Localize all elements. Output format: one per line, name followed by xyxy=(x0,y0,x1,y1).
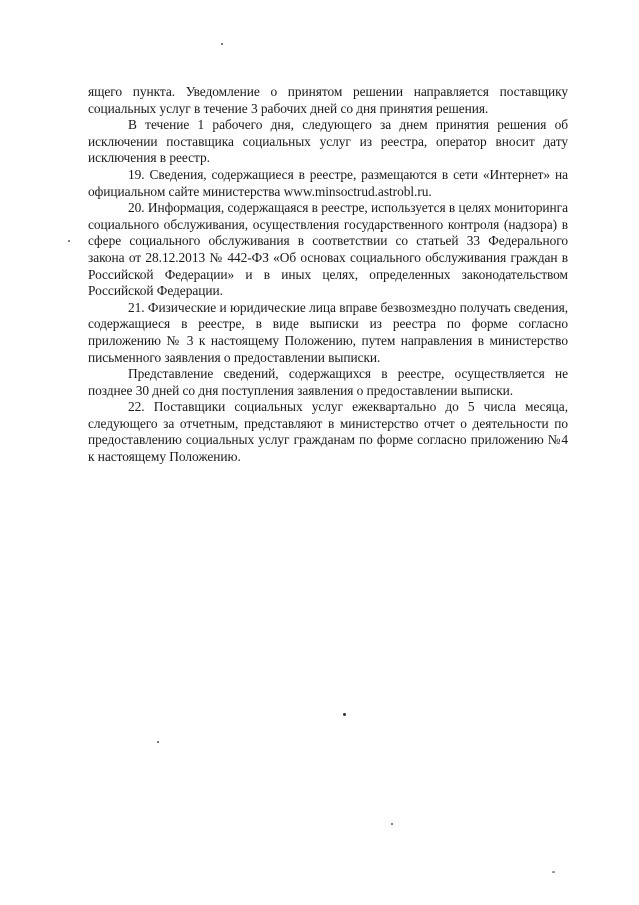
scan-speck xyxy=(343,713,346,716)
scan-speck xyxy=(68,240,70,242)
scan-speck xyxy=(552,871,555,873)
paragraph-20-information-use: 20. Информация, содержащаяся в реестре, используется в целях мониторинга социального обслуживания, осуществления государственного контроля (надзора) в сфере социального обслуживания в соответствии со статьей 33 Федерального закона от 28.12.2013 № 442-ФЗ «Об основах социального обслуживания граждан в Российской Федерации» и в иных целях, определенных законодательством Российской Федерации. xyxy=(88,200,568,299)
scan-speck xyxy=(157,741,159,743)
paragraph-21-extract: 21. Физические и юридические лица вправе безвозмездно получать сведения, содержащиеся в реестре, в виде выписки из реестра по форме согласно приложению № 3 к настоящему Положению, путем направления в министерство письменного заявления о предоставлении выписки. xyxy=(88,299,568,365)
paragraph-21-term: Представление сведений, содержащихся в реестре, осуществляется не позднее 30 дней со дня поступления заявления о предоставлении выписки. xyxy=(88,366,568,398)
paragraph-exclusion-date: В течение 1 рабочего дня, следующего за днем принятия решения об исключении поставщика социальных услуг из реестра, оператор вносит дату исключения в реестр. xyxy=(88,117,568,166)
document-page xyxy=(88,84,568,466)
paragraph-19-internet: 19. Сведения, содержащиеся в реестре, размещаются в сети «Интернет» на официальном сайте министерства www.minsoctrud.astrobl.ru. xyxy=(88,166,568,199)
paragraph-22-reports: 22. Поставщики социальных услуг ежеквартально до 5 числа месяца, следующего за отчетным, представляют в министерство отчет о деятельности по предоставлению социальных услуг гражданам по форме согласно приложению №4 к настоящему Положению. xyxy=(88,399,568,465)
scan-speck xyxy=(221,43,223,45)
paragraph-continuation: ящего пункта. Уведомление о принятом решении направляется поставщику социальных услуг в течение 3 рабочих дней со дня принятия решения. xyxy=(88,84,568,116)
scan-speck xyxy=(391,823,393,825)
